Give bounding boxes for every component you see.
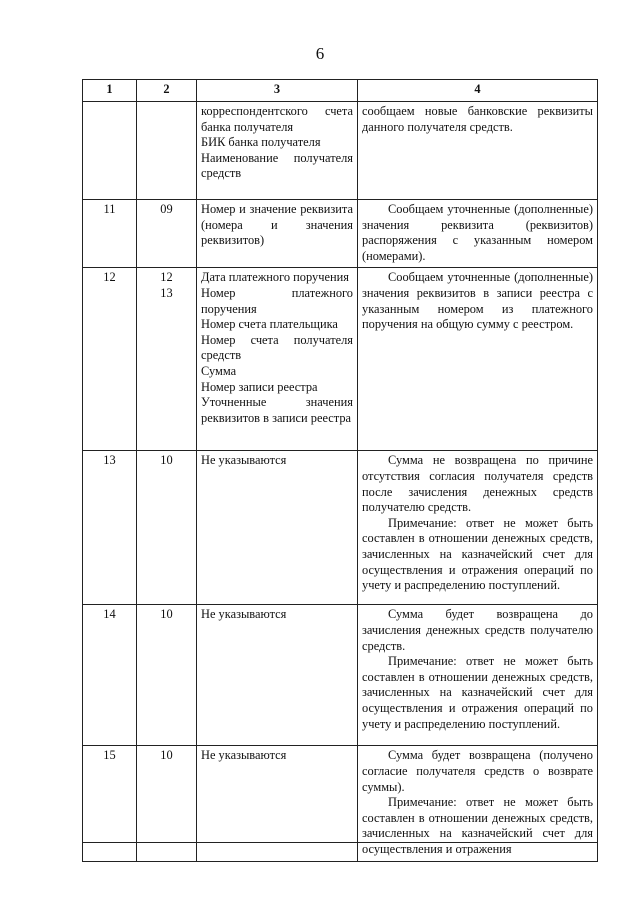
requisite-line: БИК банка получателя	[201, 135, 321, 150]
cell-code	[137, 102, 197, 200]
requisite-line: Дата платежного поручения	[201, 270, 349, 285]
cell-description	[358, 451, 598, 605]
description-paragraph: Сообщаем уточненные (дополненные) значения реквизита (реквизитов) распоряжения с указанным номером (номерами).	[362, 202, 593, 263]
description-paragraph: Примечание: ответ не может быть составлен в отношении денежных средств, зачисленных на казначейский счет для осуществления и отражения операций по учету и распределению поступлений.	[362, 515, 593, 593]
requisite-line: Номер счета плательщика	[201, 317, 338, 332]
cell-requisites	[197, 102, 358, 200]
cell-row-number: 14	[83, 605, 137, 746]
cell-requisites	[197, 746, 358, 861]
table-row	[83, 605, 598, 746]
requisite-line: Номер платежного поручения	[201, 285, 353, 316]
cell-description	[358, 605, 598, 746]
requisite-line: Наименование получателя средств	[201, 150, 353, 181]
table-row	[83, 200, 598, 268]
requisite-line: Не указываются	[201, 748, 287, 763]
cell-code: 09	[137, 200, 197, 268]
cell-code: 10	[137, 451, 197, 605]
cell-row-number: 12	[83, 268, 137, 451]
description-paragraph: сообщаем новые банковские реквизиты данного получателя средств.	[362, 104, 593, 134]
description-paragraph: Сумма будет возвращена (получено согласие получателя средств о возврате суммы).	[362, 748, 593, 794]
cell-description	[358, 268, 598, 451]
cell-row-number	[83, 102, 137, 200]
cell-requisites	[197, 268, 358, 451]
requisite-line: корреспондентского счета банка получателя	[201, 104, 353, 134]
description-paragraph: Примечание: ответ не может быть составлен в отношении денежных средств, зачисленных на казначейский счет для осуществления и отражения операций по учету и распределению поступлений.	[362, 654, 593, 731]
requisite-line: Номер счета получателя средств	[201, 332, 353, 363]
requisite-line: Номер записи реестра	[201, 379, 318, 394]
column-header-1: 1	[83, 80, 137, 102]
table-row	[83, 451, 598, 605]
table-header-row	[83, 80, 598, 102]
cell-requisites	[197, 605, 358, 746]
cell-row-number: 15	[83, 746, 137, 861]
table-row	[83, 268, 598, 451]
column-header-2: 2	[137, 80, 197, 102]
column-header-4: 4	[358, 80, 598, 102]
table-row	[83, 746, 598, 861]
document-table	[82, 79, 598, 862]
cell-description	[358, 200, 598, 268]
requisite-line: Не указываются	[201, 453, 287, 468]
column-header-3: 3	[197, 80, 358, 102]
cell-description	[358, 102, 598, 200]
table-row	[83, 102, 598, 200]
description-paragraph: Сумма будет возвращена до зачисления денежных средств получателю средств.	[362, 607, 593, 653]
table-body	[83, 102, 598, 862]
requisite-line: Не указываются	[201, 607, 287, 622]
cell-description	[358, 746, 598, 861]
cell-requisites	[197, 451, 358, 605]
requisite-line: Сумма	[201, 363, 237, 378]
cell-row-number: 13	[83, 451, 137, 605]
requisite-line: Номер и значение реквизита (номера и значения реквизитов)	[201, 202, 353, 248]
page-number: 6	[315, 44, 325, 63]
cell-code: 10	[137, 746, 197, 861]
cell-code: 10	[137, 605, 197, 746]
table-bottom-rule	[82, 842, 597, 843]
cell-row-number: 11	[83, 200, 137, 268]
cell-requisites	[197, 200, 358, 268]
requisite-line: Уточненные значения реквизитов в записи реестра	[201, 395, 353, 425]
description-paragraph: Сообщаем уточненные (дополненные) значения реквизитов в записи реестра с указанным номером из платежного поручения на общую сумму с реестром.	[362, 270, 593, 332]
description-paragraph: Сумма не возвращена по причине отсутствия согласия получателя средств после зачисления денежных средств получателю средств.	[362, 453, 593, 515]
description-paragraph: Примечание: ответ не может быть составлен в отношении денежных средств, зачисленных на казначейский счет для осуществления и отражения	[362, 795, 593, 856]
cell-code: 12 13	[137, 268, 197, 451]
